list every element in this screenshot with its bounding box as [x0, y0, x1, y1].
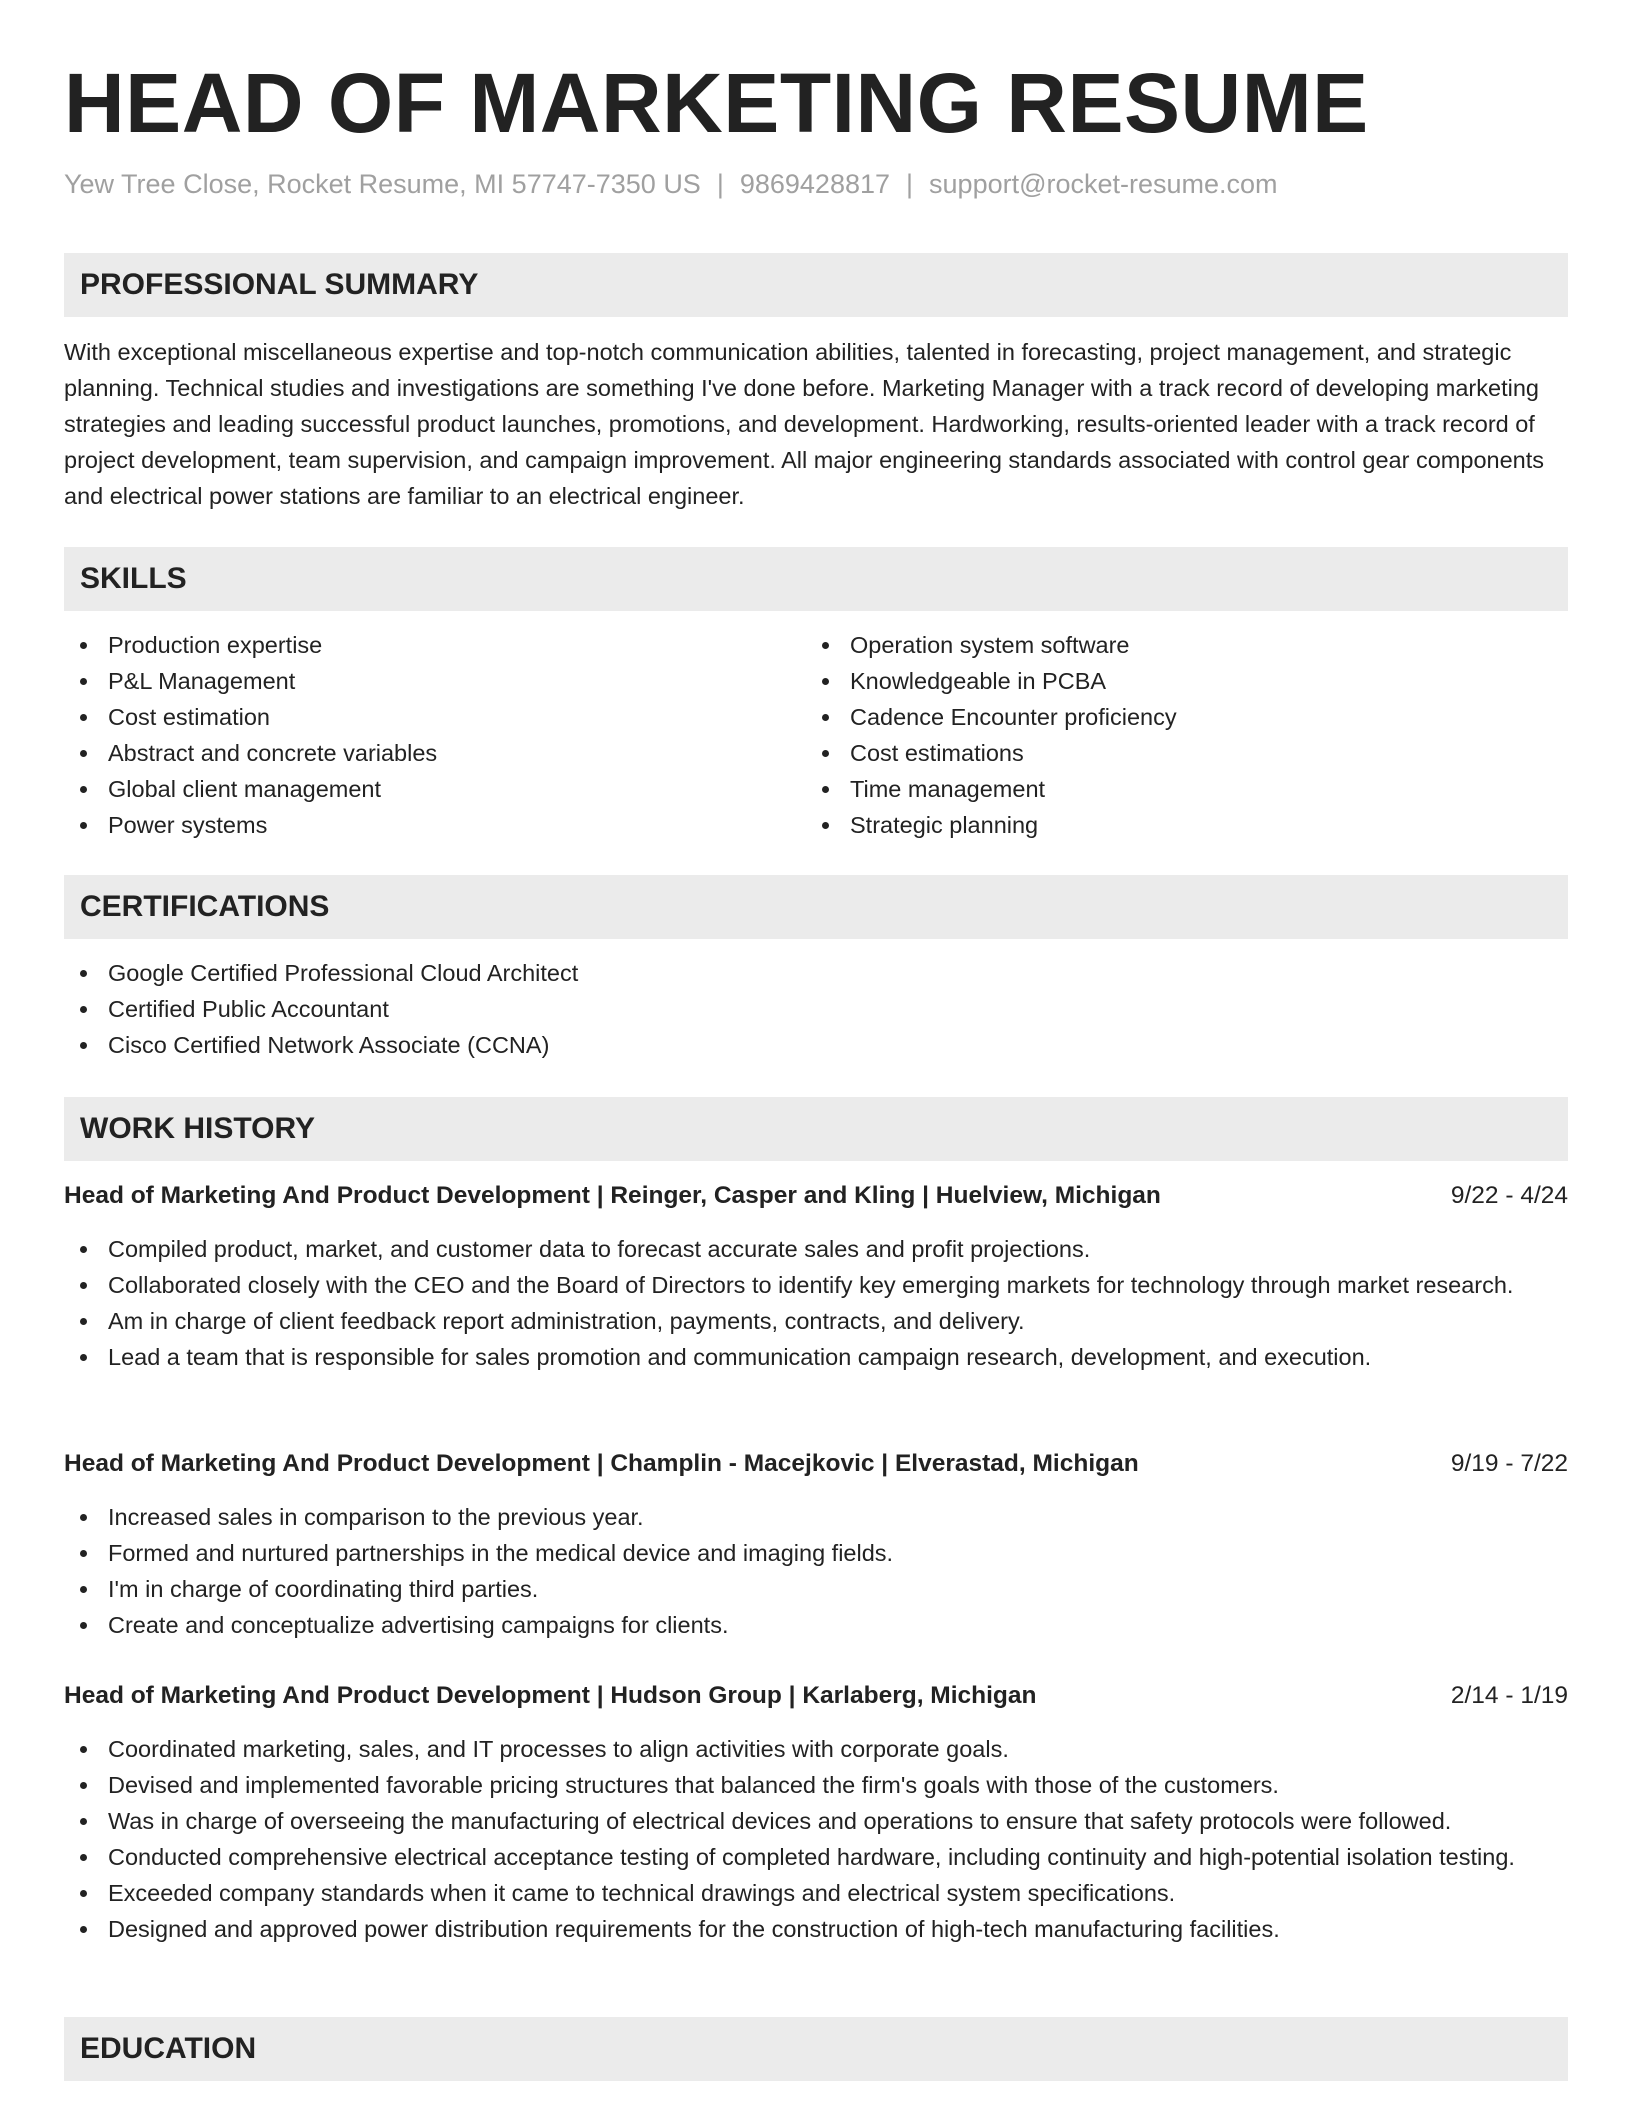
skill-item: Abstract and concrete variables	[64, 735, 804, 771]
skill-item: Cost estimations	[806, 735, 1566, 771]
job-bullet: Collaborated closely with the CEO and the Board of Directors to identify key emerging markets for technology through market research.	[64, 1267, 1568, 1303]
certification-item: Certified Public Accountant	[64, 991, 1568, 1027]
job-title: Head of Marketing And Product Development | Reinger, Casper and Kling | Huelview, Michigan	[64, 1182, 1161, 1209]
job-bullet: Increased sales in comparison to the previous year.	[64, 1499, 1568, 1535]
section-heading: PROFESSIONAL SUMMARY	[80, 268, 479, 301]
job-header	[64, 1678, 1568, 1714]
job-bullet: Coordinated marketing, sales, and IT processes to align activities with corporate goals.	[64, 1731, 1568, 1767]
contact-line	[64, 166, 1278, 202]
job-bullet: Conducted comprehensive electrical acceptance testing of completed hardware, including continuity and high-potential isolation testing.	[64, 1839, 1568, 1875]
job-bullet: Compiled product, market, and customer data to forecast accurate sales and profit projections.	[64, 1231, 1568, 1267]
summary-text: With exceptional miscellaneous expertise and top-notch communication abilities, talented in forecasting, project management, and strategic planning. Technical studies and investigations are something I've done before. Marketing Manager with a track record of developing marketing strategies and leading successful product launches, promotions, and development. Hardworking, results-oriented leader with a track record of project development, team supervision, and campaign improvement. All major engineering standards associated with control gear components and electrical power stations are familiar to an electrical engineer.	[64, 339, 1544, 509]
job-bullet: Create and conceptualize advertising campaigns for clients.	[64, 1607, 1568, 1643]
job-dates: 2/14 - 1/19	[1450, 1682, 1568, 1709]
job-bullet: I'm in charge of coordinating third parties.	[64, 1571, 1568, 1607]
section-heading: CERTIFICATIONS	[80, 890, 330, 923]
contact-email[interactable]: support@rocket-resume.com	[929, 169, 1278, 199]
contact-address: Yew Tree Close, Rocket Resume, MI 57747-7350 US	[64, 169, 701, 199]
skill-item: P&L Management	[64, 663, 804, 699]
skill-item: Power systems	[64, 807, 804, 843]
job-bullets	[64, 1499, 1568, 1643]
section-header-work-history	[64, 1097, 1568, 1161]
contact-separator: |	[716, 169, 724, 199]
job-bullet: Devised and implemented favorable pricing structures that balanced the firm's goals with those of the customers.	[64, 1767, 1568, 1803]
job-bullet: Exceeded company standards when it came to technical drawings and electrical system specifications.	[64, 1875, 1568, 1911]
job-dates: 9/19 - 7/22	[1450, 1450, 1568, 1477]
job-header	[64, 1178, 1568, 1214]
section-heading: WORK HISTORY	[80, 1112, 316, 1145]
resume-title: HEAD OF MARKETING RESUME	[64, 56, 1369, 150]
job-bullet: Formed and nurtured partnerships in the medical device and imaging fields.	[64, 1535, 1568, 1571]
job-bullet: Am in charge of client feedback report administration, payments, contracts, and delivery.	[64, 1303, 1568, 1339]
job-bullet: Was in charge of overseeing the manufacturing of electrical devices and operations to ensure that safety protocols were followed.	[64, 1803, 1568, 1839]
skill-item: Cost estimation	[64, 699, 804, 735]
job-bullets	[64, 1731, 1568, 1947]
skill-item: Operation system software	[806, 627, 1566, 663]
section-heading: SKILLS	[80, 562, 187, 595]
section-heading: EDUCATION	[80, 2032, 257, 2065]
job-bullet: Lead a team that is responsible for sales promotion and communication campaign research, development, and execution.	[64, 1339, 1568, 1375]
skill-item: Knowledgeable in PCBA	[806, 663, 1566, 699]
job-dates: 9/22 - 4/24	[1450, 1182, 1568, 1209]
certifications-list	[64, 955, 1568, 1063]
skill-item: Production expertise	[64, 627, 804, 663]
skill-item: Strategic planning	[806, 807, 1566, 843]
section-header-skills	[64, 547, 1568, 611]
skill-item: Global client management	[64, 771, 804, 807]
skills-list-left	[64, 627, 804, 843]
job-title: Head of Marketing And Product Development | Champlin - Macejkovic | Elverastad, Michigan	[64, 1450, 1139, 1477]
contact-separator: |	[906, 169, 914, 199]
job-title: Head of Marketing And Product Development | Hudson Group | Karlaberg, Michigan	[64, 1682, 1037, 1709]
job-bullets	[64, 1231, 1568, 1375]
section-header-education	[64, 2017, 1568, 2081]
skill-item: Cadence Encounter proficiency	[806, 699, 1566, 735]
contact-phone: 9869428817	[739, 169, 891, 199]
certification-item: Google Certified Professional Cloud Architect	[64, 955, 1568, 991]
job-bullet: Designed and approved power distribution requirements for the construction of high-tech manufacturing facilities.	[64, 1911, 1568, 1947]
skill-item: Time management	[806, 771, 1566, 807]
section-header-summary	[64, 253, 1568, 317]
certification-item: Cisco Certified Network Associate (CCNA)	[64, 1027, 1568, 1063]
section-header-certifications	[64, 875, 1568, 939]
skills-list-right	[806, 627, 1566, 843]
job-header	[64, 1446, 1568, 1482]
